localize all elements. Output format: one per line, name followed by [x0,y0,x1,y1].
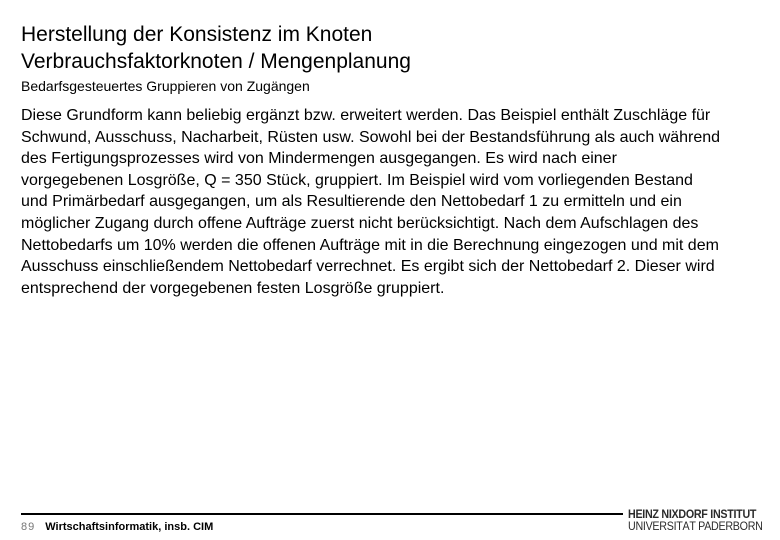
slide-title [21,21,761,75]
page-number: 89 [21,521,36,533]
slide-title-line1: Herstellung der Konsistenz im Knoten [21,23,373,46]
slide-title-line2: Verbrauchsfaktorknoten / Mengenplanung [21,50,411,73]
body-paragraph: Diese Grundform kann beliebig ergänzt bzw. erweitert werden. Das Beispiel enthält Zuschläge für Schwund, Ausschuss, Nacharbeit, Rüsten usw. Sowohl bei der Bestandsführung als auch während des Fertigungsprozesses wird von Mindermengen ausgegangen. Es wird nach einer vorgegebenen Losgröße, Q = 350 Stück, gruppiert. Im Beispiel wird vom vorliegenden Bestand und Primärbedarf ausgegangen, um als Resultierende den Nettobedarf 1 zu ermitteln und ein möglicher Zugang durch offene Aufträge zuerst nicht berücksichtigt. Nach dem Aufschlagen des Nettobedarfs um 10% werden die offenen Aufträge mit in die Berechnung eingezogen und mit dem Ausschuss einschließendem Nettobedarf verrechnet. Es ergibt sich der Nettobedarf 2. Dieser wird entsprechend der vorgegebenen festen Losgröße gruppiert. [21,107,721,297]
logo-line-university: UNIVERSITÄT PADERBORN [628,521,763,533]
institute-logo [628,509,762,533]
course-name: Wirtschaftsinformatik, insb. CIM [45,521,214,533]
footer [21,520,213,534]
logo-line-institute: HEINZ NIXDORF INSTITUT [628,509,757,521]
slide-subtitle: Bedarfsgesteuertes Gruppieren von Zugängen [21,78,310,94]
footer-divider [21,513,623,515]
